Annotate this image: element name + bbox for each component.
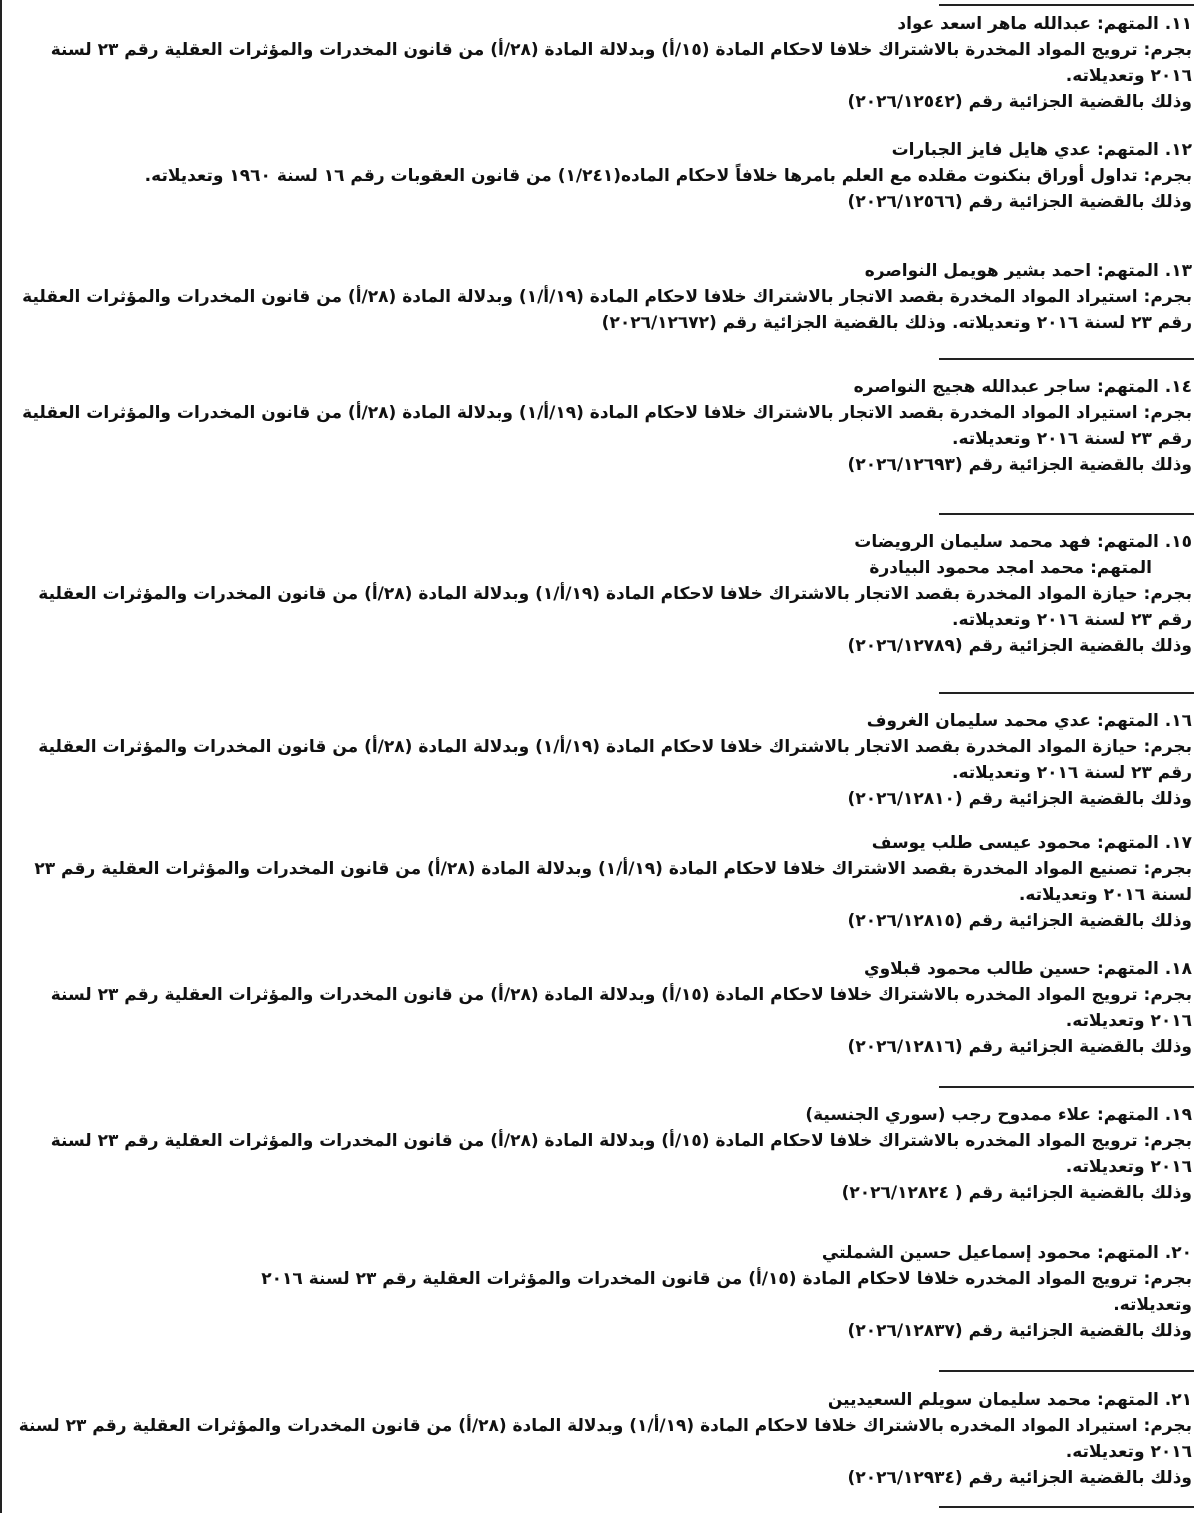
entry-19 [10, 1102, 1192, 1206]
defendant-heading: ٢١. المتهم: محمد سليمان سويلم السعيديين [827, 1390, 1192, 1410]
separator-rule [939, 1506, 1194, 1508]
entry-18 [10, 956, 1192, 1060]
case-reference: وذلك بالقضية الجزائية رقم (٢٠٢٦/١٢٩٣٤) [847, 1468, 1192, 1488]
entry-17 [10, 830, 1192, 934]
case-reference: وذلك بالقضية الجزائية رقم ( ٢٠٢٦/١٢٨٢٤) [841, 1183, 1192, 1203]
entry-11 [10, 11, 1192, 115]
case-reference: وذلك بالقضية الجزائية رقم (٢٠٢٦/١٢٦٩٣) [847, 455, 1192, 475]
case-reference: وذلك بالقضية الجزائية رقم (٢٠٢٦/١٢٨١٦) [847, 1037, 1192, 1057]
charge-text: بجرم: ترويج المواد المخدره بالاشتراك خلافا لاحكام المادة (١٥/أ) وبدلالة المادة (٢٨/أ) من قانون المخدرات والمؤثرات العقلية رقم ٢٣ لسنة ٢٠١٦ وتعديلاته. [50, 985, 1192, 1031]
case-reference: وذلك بالقضية الجزائية رقم (٢٠٢٦/١٢٥٦٦) [847, 192, 1192, 212]
entry-20 [10, 1240, 1192, 1344]
case-reference: وذلك بالقضية الجزائية رقم (٢٠٢٦/١٢٨١٥) [847, 911, 1192, 931]
defendant-heading: ٢٠. المتهم: محمود إسماعيل حسين الشملتي [821, 1243, 1192, 1263]
defendant-heading: ١١. المتهم: عبدالله ماهر اسعد عواد [897, 14, 1192, 34]
defendant-heading: ١٦. المتهم: عدي محمد سليمان الغروف [866, 711, 1192, 731]
entry-13 [10, 258, 1192, 336]
defendant-heading: ١٤. المتهم: ساجر عبدالله هجيج النواصره [853, 377, 1192, 397]
entry-16 [10, 708, 1192, 812]
defendant-heading: ١٢. المتهم: عدي هايل فايز الجبارات [891, 140, 1192, 160]
charge-text: بجرم: تداول أوراق بنكنوت مقلده مع العلم بامرها خلافاً لاحكام الماده(١/٢٤١) من قانون العقوبات رقم ١٦ لسنة ١٩٦٠ وتعديلاته. [144, 166, 1192, 186]
defendant-heading: ١٨. المتهم: حسين طالب محمود قبلاوي [864, 959, 1192, 979]
charge-text: بجرم: ترويج المواد المخدره خلافا لاحكام المادة (١٥/أ) من قانون المخدرات والمؤثرات العقلية رقم ٢٣ لسنة ٢٠١٦ وتعديلاته. [261, 1269, 1192, 1315]
charge-text: بجرم: استيراد المواد المخدرة بقصد الاتجار بالاشتراك خلافا لاحكام المادة (١٩/أ/١) وبدلالة المادة (٢٨/أ) من قانون المخدرات والمؤثرات العقلية رقم ٢٣ لسنة ٢٠١٦ وتعديلاته. وذلك بالقضية الجزائية رقم (٢٠٢٦/١٢٦٧٢) [22, 287, 1192, 333]
separator-rule [939, 1370, 1194, 1372]
separator-rule [939, 692, 1194, 694]
second-defendant-heading: المتهم: محمد امجد محمود البيادرة [869, 558, 1152, 578]
case-reference: وذلك بالقضية الجزائية رقم (٢٠٢٦/١٢٨١٠) [847, 789, 1192, 809]
separator-rule [939, 4, 1194, 6]
charge-text: بجرم: ترويج المواد المخدرة بالاشتراك خلافا لاحكام المادة (١٥/أ) وبدلالة المادة (٢٨/أ) من قانون المخدرات والمؤثرات العقلية رقم ٢٣ لسنة ٢٠١٦ وتعديلاته. [50, 40, 1192, 86]
entry-14 [10, 374, 1192, 478]
charge-text: بجرم: تصنيع المواد المخدرة بقصد الاشتراك خلافا لاحكام المادة (١٩/أ/١) وبدلالة المادة (٢٨/أ) من قانون المخدرات والمؤثرات العقلية رقم ٢٣ لسنة ٢٠١٦ وتعديلاته. [34, 859, 1192, 905]
charge-text: بجرم: حيازة المواد المخدرة بقصد الاتجار بالاشتراك خلافا لاحكام المادة (١٩/أ/١) وبدلالة المادة (٢٨/أ) من قانون المخدرات والمؤثرات العقلية رقم ٢٣ لسنة ٢٠١٦ وتعديلاته. [38, 737, 1192, 783]
separator-rule [939, 358, 1194, 360]
case-reference: وذلك بالقضية الجزائية رقم (٢٠٢٦/١٢٨٣٧) [847, 1321, 1192, 1341]
defendant-heading: ١٥. المتهم: فهد محمد سليمان الرويضات [854, 532, 1192, 552]
case-reference: وذلك بالقضية الجزائية رقم (٢٠٢٦/١٢٧٨٩) [847, 636, 1192, 656]
separator-rule [939, 513, 1194, 515]
charge-text: بجرم: ترويج المواد المخدره بالاشتراك خلافا لاحكام المادة (١٥/أ) وبدلالة المادة (٢٨/أ) من قانون المخدرات والمؤثرات العقلية رقم ٢٣ لسنة ٢٠١٦ وتعديلاته. [50, 1131, 1192, 1177]
defendant-heading: ١٧. المتهم: محمود عيسى طلب يوسف [871, 833, 1192, 853]
separator-rule [939, 1086, 1194, 1088]
case-reference: وذلك بالقضية الجزائية رقم (٢٠٢٦/١٢٥٤٢) [847, 92, 1192, 112]
defendant-heading: ١٣. المتهم: احمد بشير هويمل النواصره [864, 261, 1192, 281]
entry-12 [10, 137, 1192, 215]
charge-text: بجرم: حيازة المواد المخدرة بقصد الاتجار بالاشتراك خلافا لاحكام المادة (١٩/أ/١) وبدلالة المادة (٢٨/أ) من قانون المخدرات والمؤثرات العقلية رقم ٢٣ لسنة ٢٠١٦ وتعديلاته. [38, 584, 1192, 630]
charge-text: بجرم: استيراد المواد المخدره بالاشتراك خلافا لاحكام المادة (١٩/أ/١) وبدلالة المادة (٢٨/أ) من قانون المخدرات والمؤثرات العقلية رقم ٢٣ لسنة ٢٠١٦ وتعديلاته. [18, 1416, 1192, 1462]
charge-text: بجرم: استيراد المواد المخدرة بقصد الاتجار بالاشتراك خلافا لاحكام المادة (١٩/أ/١) وبدلالة المادة (٢٨/أ) من قانون المخدرات والمؤثرات العقلية رقم ٢٣ لسنة ٢٠١٦ وتعديلاته. [22, 403, 1192, 449]
left-border-line [0, 0, 2, 1513]
defendant-heading: ١٩. المتهم: علاء ممدوح رجب (سوري الجنسية) [805, 1105, 1192, 1125]
entry-15 [10, 529, 1192, 659]
entry-21 [10, 1387, 1192, 1491]
